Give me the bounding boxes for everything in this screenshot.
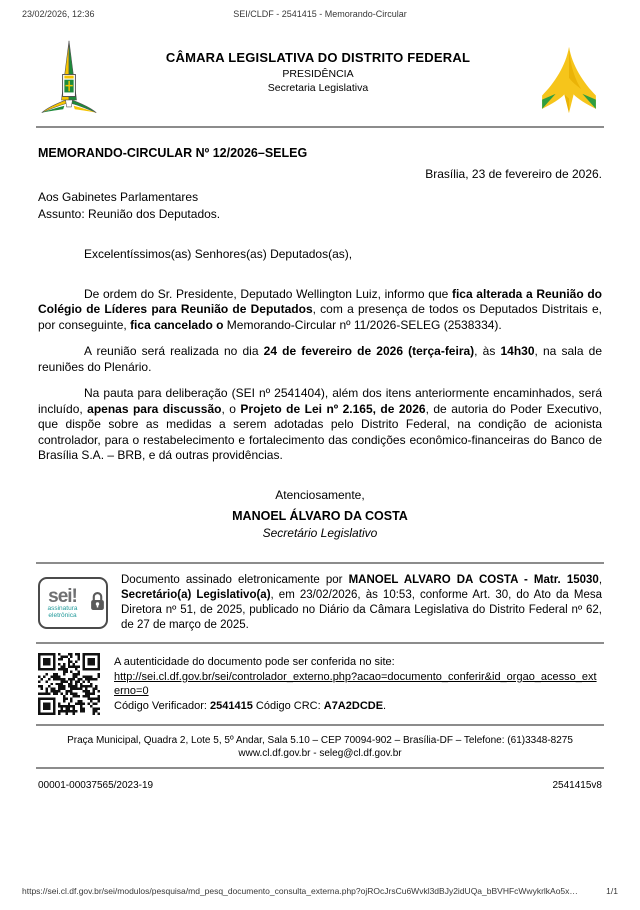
org-name: CÂMARA LEGISLATIVA DO DISTRITO FEDERAL <box>165 50 471 65</box>
print-header-doctitle: SEI/CLDF - 2541415 - Memorando-Circular <box>233 9 407 19</box>
signature-block <box>38 488 602 542</box>
print-footer-url: https://sei.cl.df.gov.br/sei/modulos/pesquisa/md_pesq_documento_consulta_externa.php?ojROcJrsCu6Wvkl3dBJy2idUQa_bBVHFcWwykrlkAo5x… <box>22 886 578 896</box>
header-divider <box>36 126 604 128</box>
memo-subject: Assunto: Reunião dos Deputados. <box>38 206 221 221</box>
sei-signature-stamp <box>38 577 108 629</box>
sei-logo-subtext: assinatura eletrônica <box>47 604 78 619</box>
document-version: 2541415v8 <box>552 780 602 791</box>
footer-address-block <box>0 734 640 760</box>
org-section: Secretaria Legislativa <box>267 82 369 94</box>
memo-paragraph: Na pauta para deliberação (SEI nº 2541404), além dos itens anteriormente encaminhados, será incluído, apenas para discussão, o Projeto de Lei nº 2.165, de 2026, de autoria do Poder Executivo, que dispõe sobre as medidas a serem adotadas pelo Distrito Federal, na condição de acionista controlador, para o restabelecimento e fortalecimento das condições econômico-financeiras do Banco de Brasília S.A. – BRB, e dá outras providências. <box>38 386 602 462</box>
memo-salutation: Excelentíssimos(as) Senhores(as) Deputados(as), <box>84 247 353 261</box>
print-header <box>22 9 618 19</box>
print-header-datetime: 23/02/2026, 12:36 <box>22 9 101 19</box>
authenticity-note: A autenticidade do documento pode ser conferida no site: <box>114 656 395 668</box>
memo-title: MEMORANDO-CIRCULAR Nº 12/2026–SELEG <box>38 146 308 160</box>
signature-divider <box>36 562 604 564</box>
footer-divider-top <box>36 724 604 726</box>
memo-closing: Atenciosamente, <box>275 487 365 502</box>
padlock-icon <box>89 590 106 617</box>
letterhead <box>40 38 600 126</box>
footer-contacts: www.cl.df.gov.br - seleg@cl.df.gov.br <box>238 748 402 759</box>
footer-divider-bottom <box>36 767 604 769</box>
footer-address: Praça Municipal, Quadra 2, Lote 5, 5º Andar, Sala 5.10 – CEP 70094-902 – Brasília-DF – Telefone: (61)3348-8275 <box>67 735 573 746</box>
process-number: 00001-00037565/2023-19 <box>38 780 154 791</box>
cldf-logo-icon <box>538 38 600 129</box>
memo-city-date: Brasília, 23 de fevereiro de 2026. <box>425 166 602 181</box>
signer-name: MANOEL ÁLVARO DA COSTA <box>232 509 408 523</box>
document-ids-row <box>38 780 602 791</box>
sei-signature-section <box>38 573 602 633</box>
memo-recipient: Aos Gabinetes Parlamentares <box>38 190 199 204</box>
stamp-divider <box>36 642 604 644</box>
memo-paragraph: De ordem do Sr. Presidente, Deputado Wellington Luiz, informo que fica alterada a Reunião do Colégio de Líderes para Reunião de Deputados, com a presença de todos os Deputados Distritais e, por conseguinte, fica cancelado o Memorando-Circular nº 11/2026-SELEG (2538334). <box>38 286 603 332</box>
signer-role: Secretário Legislativo <box>262 525 378 540</box>
brasilia-coat-of-arms-icon <box>40 38 98 131</box>
print-footer <box>22 886 618 896</box>
sei-logo-text: sei! <box>48 585 77 607</box>
letterhead-text <box>98 38 538 94</box>
verification-link[interactable]: http://sei.cl.df.gov.br/sei/controlador_externo.php?acao=documento_conferir&id_orgao_acesso_externo=0 <box>114 670 597 697</box>
verification-codes: Código Verificador: 2541415 Código CRC: A7A2DCDE. <box>114 699 387 712</box>
memo-paragraph: A reunião será realizada no dia 24 de fevereiro de 2026 (terça-feira), às 14h30, na sala de reuniões do Plenário. <box>38 344 602 374</box>
org-department: PRESIDÊNCIA <box>282 68 354 80</box>
memo-body <box>0 146 640 541</box>
verification-section <box>38 653 602 715</box>
qr-code <box>38 653 100 715</box>
print-footer-page: 1/1 <box>606 886 618 896</box>
signature-statement: Documento assinado eletronicamente por MANOEL ALVARO DA COSTA - Matr. 15030, Secretário(a) Legislativo(a), em 23/02/2026, às 10:53, conforme Art. 30, do Ato da Mesa Diretora nº 51, de 2025, publicado no Diário da Câmara Legislativa do Distrito Federal nº 62, de 27 de março de 2025. <box>121 574 603 631</box>
